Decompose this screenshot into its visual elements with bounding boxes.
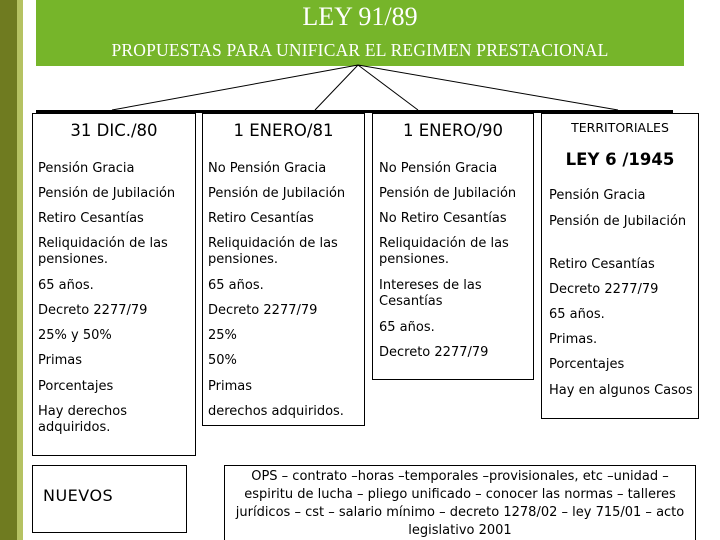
list-item: Pensión de Jubilación (38, 186, 176, 201)
notes-box (224, 465, 696, 540)
list-item: Hay derechos adquiridos. (38, 404, 127, 435)
list-item: No Pensión Gracia (208, 161, 327, 176)
list-item: Decreto 2277/79 (379, 345, 489, 360)
list-item: Decreto 2277/79 (38, 303, 148, 318)
list-item: derechos adquiridos. (208, 404, 344, 419)
list-item: No Pensión Gracia (379, 161, 498, 176)
list-item: Hay en algunos Casos (549, 383, 693, 398)
list-item: Primas (208, 379, 252, 394)
list-item: No Retiro Cesantías (379, 211, 507, 226)
column-heading: 1 ENERO/90 (403, 121, 503, 140)
list-item: Pensión Gracia (549, 188, 646, 203)
column-heading: 31 DIC./80 (70, 121, 158, 140)
list-item: Pensión de Jubilación (379, 186, 517, 201)
list-item: Reliquidación de las pensiones. (208, 236, 338, 267)
list-item: 65 años. (38, 278, 94, 293)
list-item: Decreto 2277/79 (549, 282, 659, 297)
list-item: Pensión de Jubilación (549, 214, 687, 229)
list-item: 25% y 50% (38, 328, 112, 343)
connector-line-4 (358, 65, 618, 110)
nuevos-box (32, 465, 187, 533)
title-band (36, 0, 684, 66)
list-item: Pensión Gracia (38, 161, 135, 176)
list-item: Primas. (549, 332, 598, 347)
column-heading: 1 ENERO/81 (233, 121, 334, 140)
list-item: 65 años. (549, 307, 605, 322)
connector-line-3 (358, 65, 418, 110)
list-item: 25% (208, 328, 237, 343)
list-item: Porcentajes (38, 379, 114, 394)
list-item: Porcentajes (549, 357, 625, 372)
list-item: 65 años. (379, 320, 435, 335)
list-item: Decreto 2277/79 (208, 303, 318, 318)
list-item: Retiro Cesantías (208, 211, 314, 226)
nuevos-label: NUEVOS (43, 486, 114, 505)
list-item: 65 años. (208, 278, 264, 293)
sidebar-strip (17, 0, 23, 540)
page-title: LEY 91/89 (302, 2, 418, 31)
column-subheading: LEY 6 /1945 (565, 150, 675, 169)
sidebar-bar (0, 0, 17, 540)
list-item: 50% (208, 353, 237, 368)
notes-text: OPS – contrato –horas –temporales –provisionales, etc –unidad – espiritu de lucha – pliego unificado – conocer las normas – talleres jurídicos – cst – salario mínimo – decreto 1278/02 – ley 715/01 – acto legislativo 2001 (235, 469, 685, 538)
list-item: Pensión de Jubilación (208, 186, 346, 201)
list-item: Retiro Cesantías (549, 257, 655, 272)
page-subtitle: PROPUESTAS PARA UNIFICAR EL REGIMEN PRESTACIONAL (111, 40, 609, 60)
list-item: Intereses de las Cesantías (379, 278, 482, 309)
list-item: Retiro Cesantías (38, 211, 144, 226)
connector-line-2 (315, 65, 358, 110)
list-item: Reliquidación de las pensiones. (379, 236, 509, 267)
list-item: Reliquidación de las pensiones. (38, 236, 168, 267)
list-item: Primas (38, 353, 82, 368)
column-heading: TERRITORIALES (571, 120, 669, 135)
connector-line-1 (112, 65, 358, 110)
